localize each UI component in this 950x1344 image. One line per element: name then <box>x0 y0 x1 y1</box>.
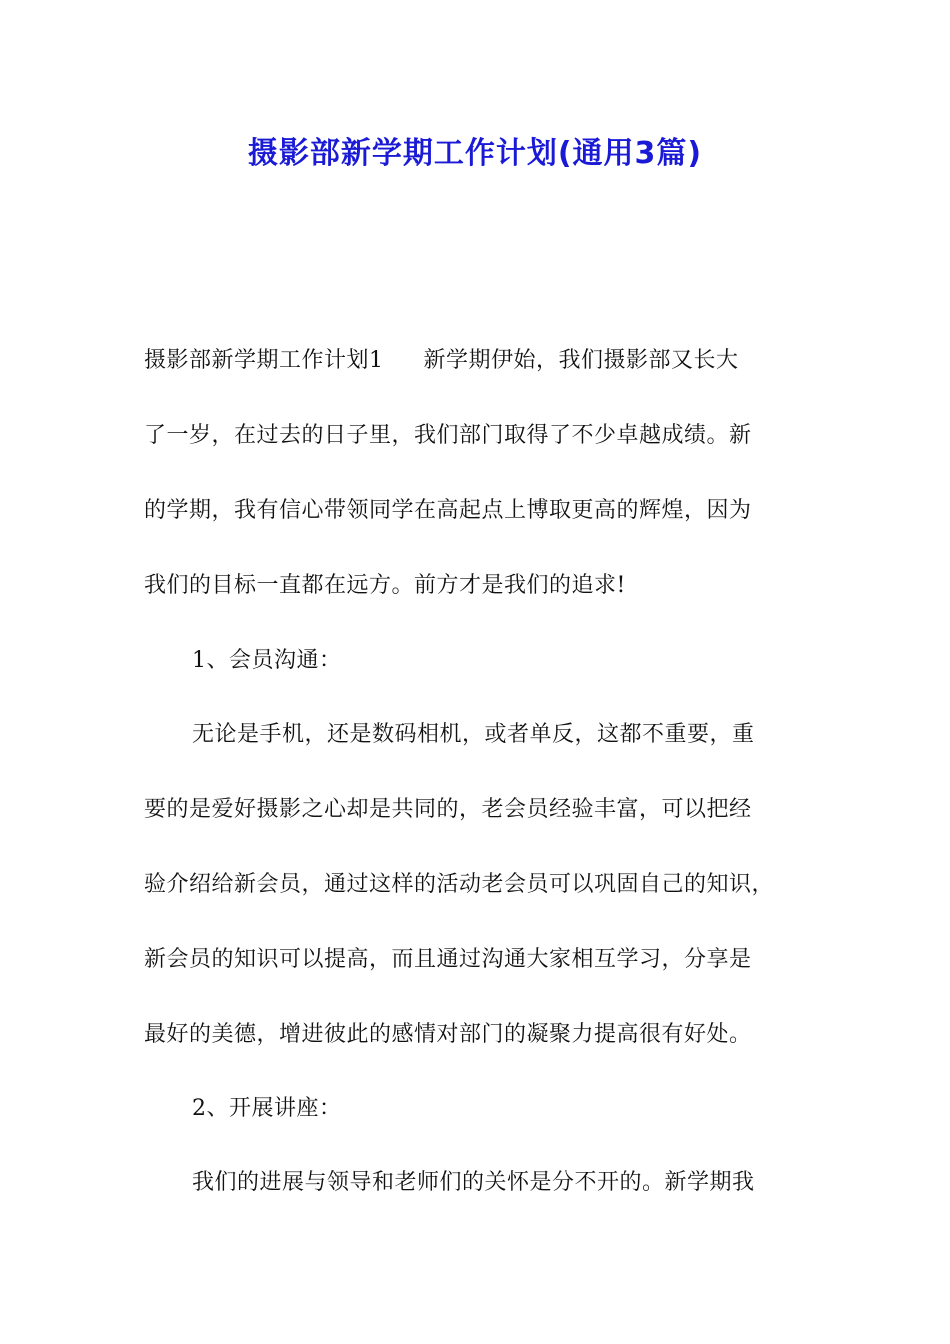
paragraph-line: 新会员的知识可以提高，而且通过沟通大家相互学习，分享是 <box>144 947 752 972</box>
paragraph-line: 验介绍给新会员，通过这样的活动老会员可以巩固自己的知识， <box>144 872 775 897</box>
paragraph-text: 新学期伊始，我们摄影部又长大 <box>423 348 739 373</box>
paragraph-line: 了一岁，在过去的日子里，我们部门取得了不少卓越成绩。新 <box>144 423 752 448</box>
list-heading: 2、开展讲座： <box>192 1096 342 1121</box>
section-heading: 摄影部新学期工作计划1 <box>144 348 384 373</box>
paragraph-line: 无论是手机，还是数码相机，或者单反，这都不重要，重 <box>192 722 755 747</box>
paragraph-line: 我们的目标一直都在远方。前方才是我们的追求! <box>144 573 626 598</box>
document-title: 摄影部新学期工作计划(通用3篇) <box>247 136 703 171</box>
paragraph-line: 的学期，我有信心带领同学在高起点上博取更高的辉煌，因为 <box>144 498 752 523</box>
paragraph-line: 要的是爱好摄影之心却是共同的，老会员经验丰富，可以把经 <box>144 797 752 822</box>
paragraph-line <box>144 346 739 376</box>
list-heading: 1、会员沟通： <box>192 648 342 673</box>
paragraph-line: 我们的进展与领导和老师们的关怀是分不开的。新学期我 <box>192 1170 755 1195</box>
paragraph-line: 最好的美德，增进彼此的感情对部门的凝聚力提高很有好处。 <box>144 1022 752 1047</box>
